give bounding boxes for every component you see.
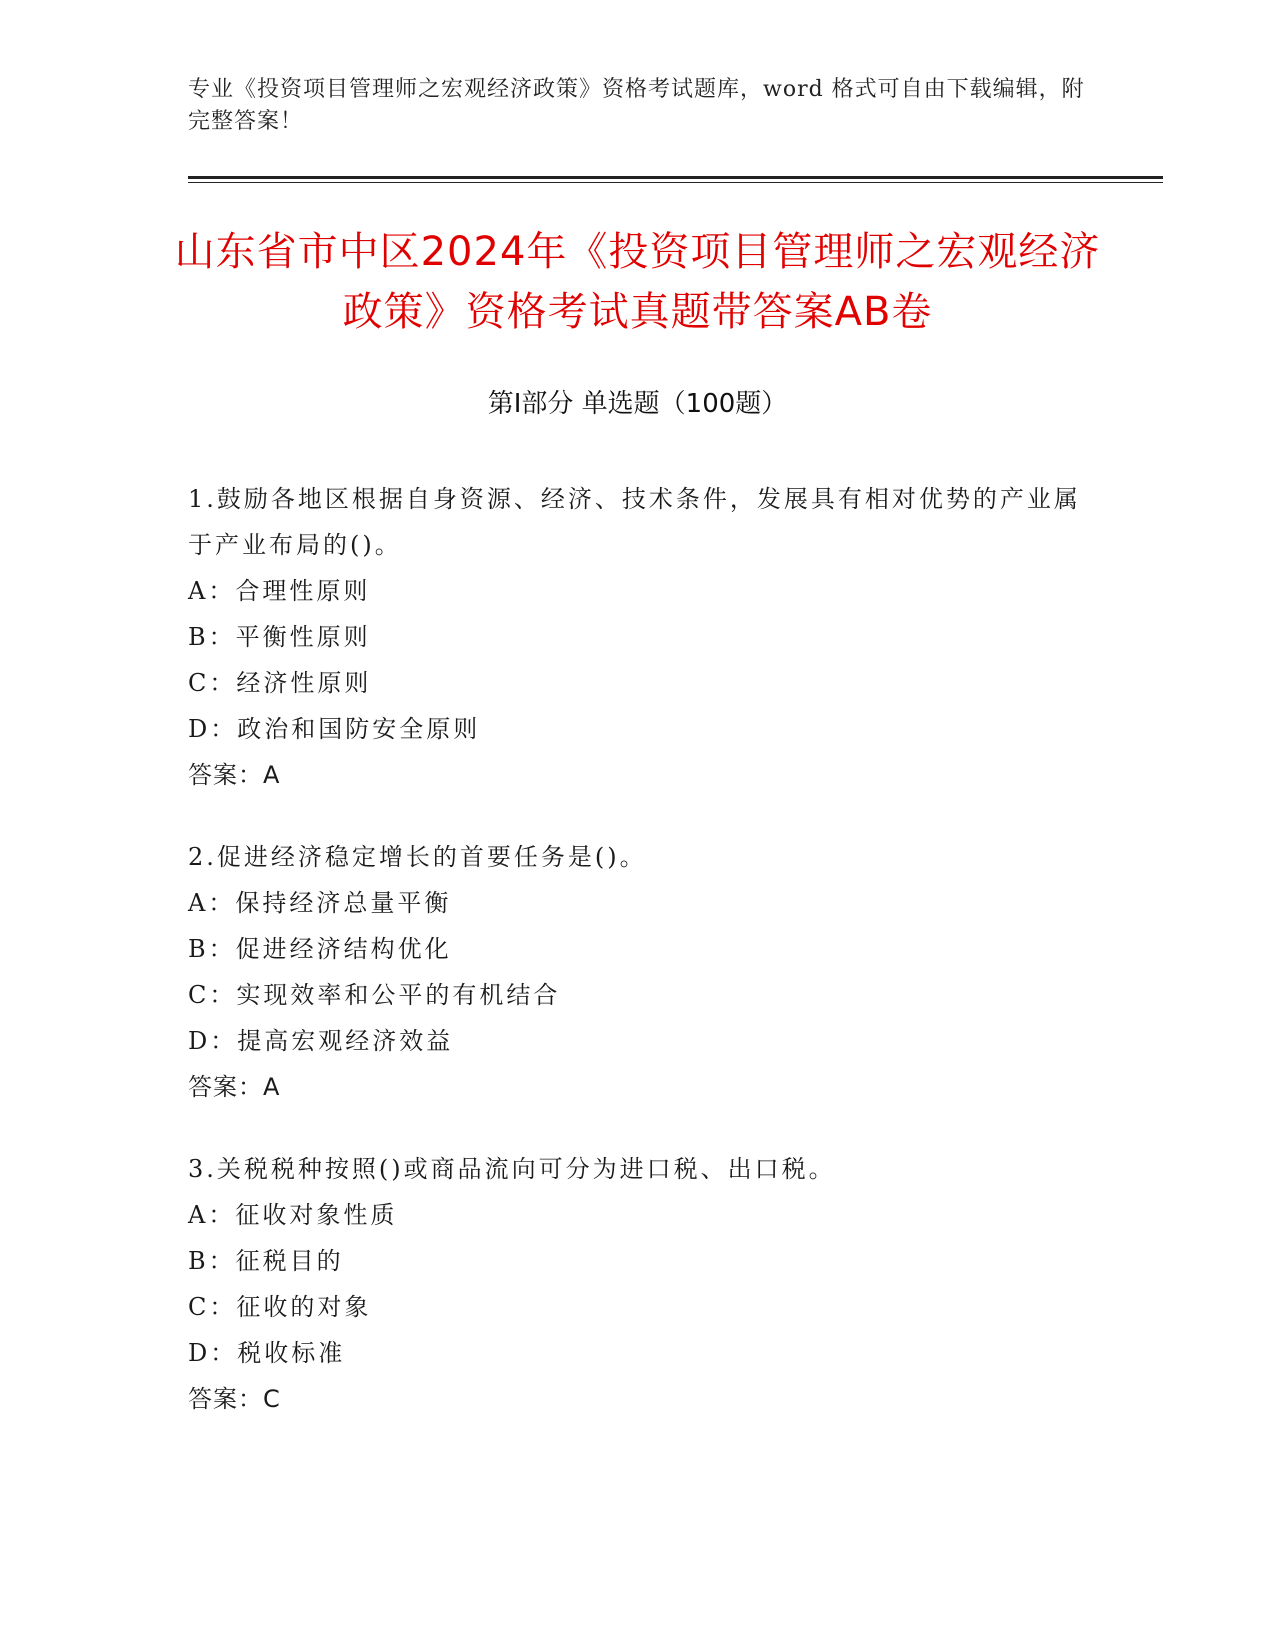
header-rule-thin	[188, 182, 1163, 183]
option-d: D：税收标准	[188, 1339, 346, 1367]
answer: 答案：A	[188, 761, 281, 789]
option-d: D：政治和国防安全原则	[188, 715, 481, 743]
option-c: C：经济性原则	[188, 669, 372, 697]
header-rule-thick	[188, 176, 1163, 179]
section-title: 第Ⅰ部分 单选题（100题）	[487, 389, 788, 419]
question-stem: 3.关税税种按照()或商品流向可分为进口税、出口税。	[188, 1155, 836, 1183]
option-b: B：促进经济结构优化	[188, 935, 452, 963]
option-a: A：征收对象性质	[188, 1201, 398, 1229]
option-c: C：征收的对象	[188, 1293, 372, 1321]
answer: 答案：A	[188, 1073, 281, 1101]
question-stem: 1.鼓励各地区根据自身资源、经济、技术条件，发展具有相对优势的产业属于产业布局的()。	[188, 485, 1081, 559]
document-title: 山东省市中区2024年《投资项目管理师之宏观经济政策》资格考试真题带答案AB卷	[174, 229, 1101, 335]
header-note: 专业《投资项目管理师之宏观经济政策》资格考试题库，word 格式可自由下载编辑，附完整答案！	[188, 77, 1085, 134]
question-1	[188, 476, 1088, 798]
question-stem: 2.促进经济稳定增长的首要任务是()。	[188, 843, 647, 871]
option-a: A：保持经济总量平衡	[188, 889, 452, 917]
option-b: B：征税目的	[188, 1247, 344, 1275]
question-list	[188, 476, 1088, 1458]
option-c: C：实现效率和公平的有机结合	[188, 981, 561, 1009]
option-b: B：平衡性原则	[188, 623, 371, 651]
option-d: D：提高宏观经济效益	[188, 1027, 454, 1055]
answer: 答案：C	[188, 1385, 281, 1413]
question-3	[188, 1146, 1088, 1422]
option-a: A：合理性原则	[188, 577, 371, 605]
question-2	[188, 834, 1088, 1110]
